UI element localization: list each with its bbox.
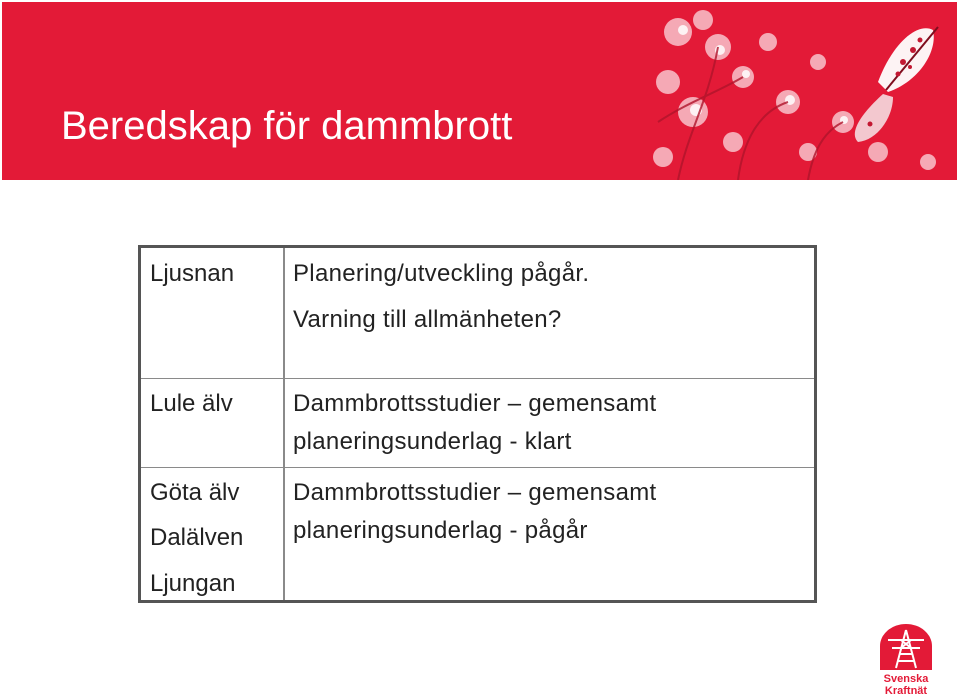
- svenska-kraftnat-logo: [874, 624, 938, 696]
- status-text: Planering/utveckling pågår.: [293, 260, 590, 287]
- status-text: Varning till allmänheten?: [293, 306, 562, 333]
- river-name: Göta älv: [150, 479, 240, 506]
- river-name: Ljusnan: [150, 260, 235, 287]
- status-text: planeringsunderlag - klart: [293, 428, 572, 455]
- slide-title: Beredskap för dammbrott: [61, 104, 513, 148]
- status-text: Dammbrottsstudier – gemensamt: [293, 479, 657, 506]
- butterfly-on-flowers-photo: [648, 2, 957, 180]
- table-row: [141, 248, 814, 379]
- title-banner: [2, 2, 957, 180]
- river-status-table: [138, 245, 817, 603]
- power-pylon-icon: [874, 624, 938, 672]
- logo-text: Svenska: [883, 673, 929, 685]
- river-name: Lule älv: [150, 390, 233, 417]
- logo-text: Kraftnät: [884, 685, 928, 697]
- table-row: [141, 378, 814, 468]
- table-row: [141, 467, 814, 600]
- status-text: Dammbrottsstudier – gemensamt: [293, 390, 657, 417]
- river-name: Ljungan: [150, 570, 236, 597]
- status-text: planeringsunderlag - pågår: [293, 517, 588, 544]
- river-name: Dalälven: [150, 524, 244, 551]
